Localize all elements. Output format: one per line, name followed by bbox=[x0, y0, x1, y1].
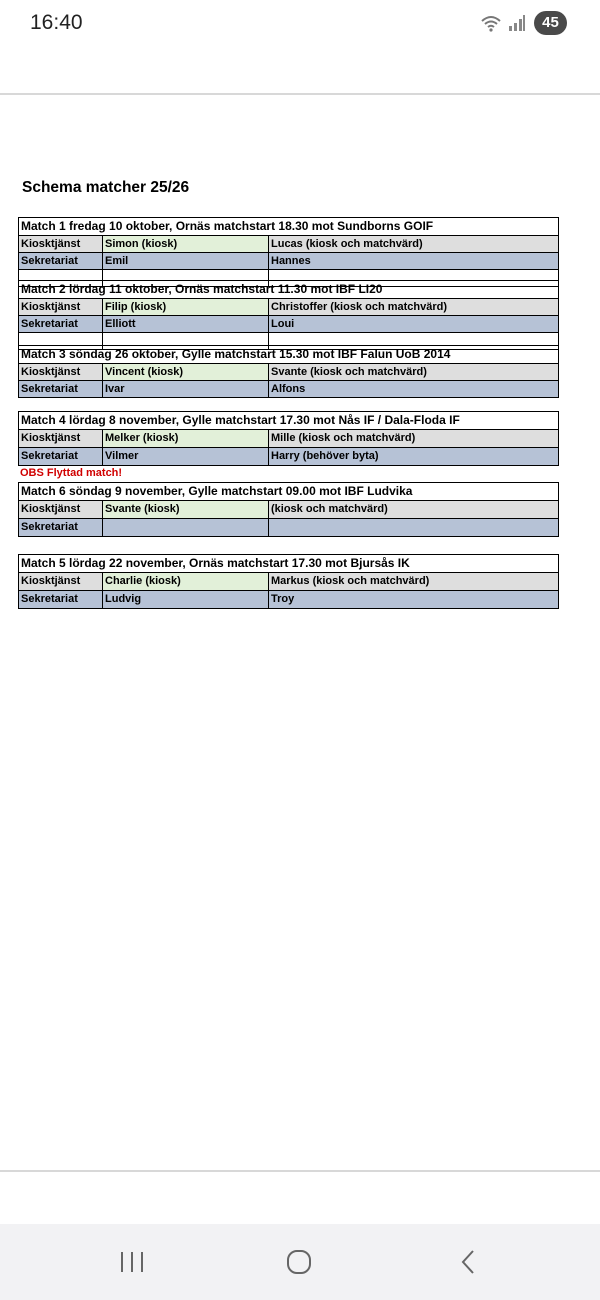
person-cell: Loui bbox=[269, 316, 558, 332]
document-title: Schema matcher 25/26 bbox=[22, 179, 190, 196]
role-cell: Sekretariat bbox=[19, 519, 103, 536]
wifi-icon bbox=[480, 14, 502, 37]
status-bar bbox=[0, 0, 600, 48]
table-row-sekretariat bbox=[19, 591, 558, 608]
person-cell: Filip (kiosk) bbox=[103, 299, 269, 315]
match-block-2 bbox=[18, 280, 559, 350]
table-row-kiosk bbox=[19, 573, 558, 591]
person-cell: Simon (kiosk) bbox=[103, 236, 269, 252]
navigation-bar bbox=[0, 1224, 600, 1300]
back-button[interactable] bbox=[455, 1248, 483, 1281]
person-cell: Troy bbox=[269, 591, 558, 608]
home-icon bbox=[285, 1248, 313, 1276]
match-header: Match 5 lördag 22 november, Ornäs matchstart 17.30 mot Bjursås IK bbox=[19, 555, 558, 573]
table-row-kiosk bbox=[19, 501, 558, 519]
person-cell bbox=[269, 519, 558, 536]
signal-icon bbox=[508, 14, 526, 37]
table-row-sekretariat bbox=[19, 519, 558, 536]
match-block-4 bbox=[18, 411, 559, 466]
role-cell: Sekretariat bbox=[19, 316, 103, 332]
table-row-kiosk bbox=[19, 236, 558, 253]
role-cell: Sekretariat bbox=[19, 448, 103, 465]
moved-match-notice: OBS Flyttad match! bbox=[20, 467, 123, 479]
role-cell: Kiosktjänst bbox=[19, 236, 103, 252]
person-cell: Svante (kiosk) bbox=[103, 501, 269, 518]
person-cell: Emil bbox=[103, 253, 269, 269]
person-cell: (kiosk och matchvärd) bbox=[269, 501, 558, 518]
person-cell: Christoffer (kiosk och matchvärd) bbox=[269, 299, 558, 315]
person-cell: Ivar bbox=[103, 381, 269, 397]
person-cell: Charlie (kiosk) bbox=[103, 573, 269, 590]
role-cell: Kiosktjänst bbox=[19, 501, 103, 518]
match-block-5 bbox=[18, 554, 559, 609]
role-cell: Kiosktjänst bbox=[19, 364, 103, 380]
table-row-sekretariat bbox=[19, 448, 558, 465]
match-block-6 bbox=[18, 482, 559, 537]
recent-apps-button[interactable] bbox=[118, 1248, 146, 1281]
battery-indicator: 45 bbox=[534, 11, 567, 35]
table-row-sekretariat bbox=[19, 253, 558, 270]
home-button[interactable] bbox=[285, 1248, 313, 1281]
person-cell: Harry (behöver byta) bbox=[269, 448, 558, 465]
document-view[interactable] bbox=[0, 95, 600, 1170]
match-block-3 bbox=[18, 345, 559, 398]
role-cell: Kiosktjänst bbox=[19, 573, 103, 590]
role-cell: Kiosktjänst bbox=[19, 299, 103, 315]
role-cell: Sekretariat bbox=[19, 591, 103, 608]
table-row-sekretariat bbox=[19, 316, 558, 333]
role-cell: Sekretariat bbox=[19, 381, 103, 397]
match-header: Match 3 söndag 26 oktober, Gylle matchstart 15.30 mot IBF Falun UoB 2014 bbox=[19, 346, 558, 364]
person-cell bbox=[103, 519, 269, 536]
role-cell: Sekretariat bbox=[19, 253, 103, 269]
person-cell: Svante (kiosk och matchvärd) bbox=[269, 364, 558, 380]
match-block-1 bbox=[18, 217, 559, 287]
match-header: Match 6 söndag 9 november, Gylle matchstart 09.00 mot IBF Ludvika bbox=[19, 483, 558, 501]
role-cell: Kiosktjänst bbox=[19, 430, 103, 447]
match-header: Match 1 fredag 10 oktober, Ornäs matchstart 18.30 mot Sundborns GOIF bbox=[19, 218, 558, 236]
recent-apps-icon bbox=[118, 1248, 146, 1276]
table-row-sekretariat bbox=[19, 381, 558, 397]
person-cell: Lucas (kiosk och matchvärd) bbox=[269, 236, 558, 252]
person-cell: Markus (kiosk och matchvärd) bbox=[269, 573, 558, 590]
back-icon bbox=[455, 1248, 483, 1276]
person-cell: Mille (kiosk och matchvärd) bbox=[269, 430, 558, 447]
table-row-kiosk bbox=[19, 430, 558, 448]
person-cell: Hannes bbox=[269, 253, 558, 269]
person-cell: Melker (kiosk) bbox=[103, 430, 269, 447]
person-cell: Vincent (kiosk) bbox=[103, 364, 269, 380]
bottom-divider bbox=[0, 1170, 600, 1172]
match-header: Match 2 lördag 11 oktober, Ornäs matchstart 11.30 mot IBF LI20 bbox=[19, 281, 558, 299]
match-header: Match 4 lördag 8 november, Gylle matchstart 17.30 mot Nås IF / Dala-Floda IF bbox=[19, 412, 558, 430]
status-time: 16:40 bbox=[30, 11, 83, 34]
person-cell: Alfons bbox=[269, 381, 558, 397]
person-cell: Elliott bbox=[103, 316, 269, 332]
person-cell: Ludvig bbox=[103, 591, 269, 608]
person-cell: Vilmer bbox=[103, 448, 269, 465]
table-row-kiosk bbox=[19, 299, 558, 316]
table-row-kiosk bbox=[19, 364, 558, 381]
